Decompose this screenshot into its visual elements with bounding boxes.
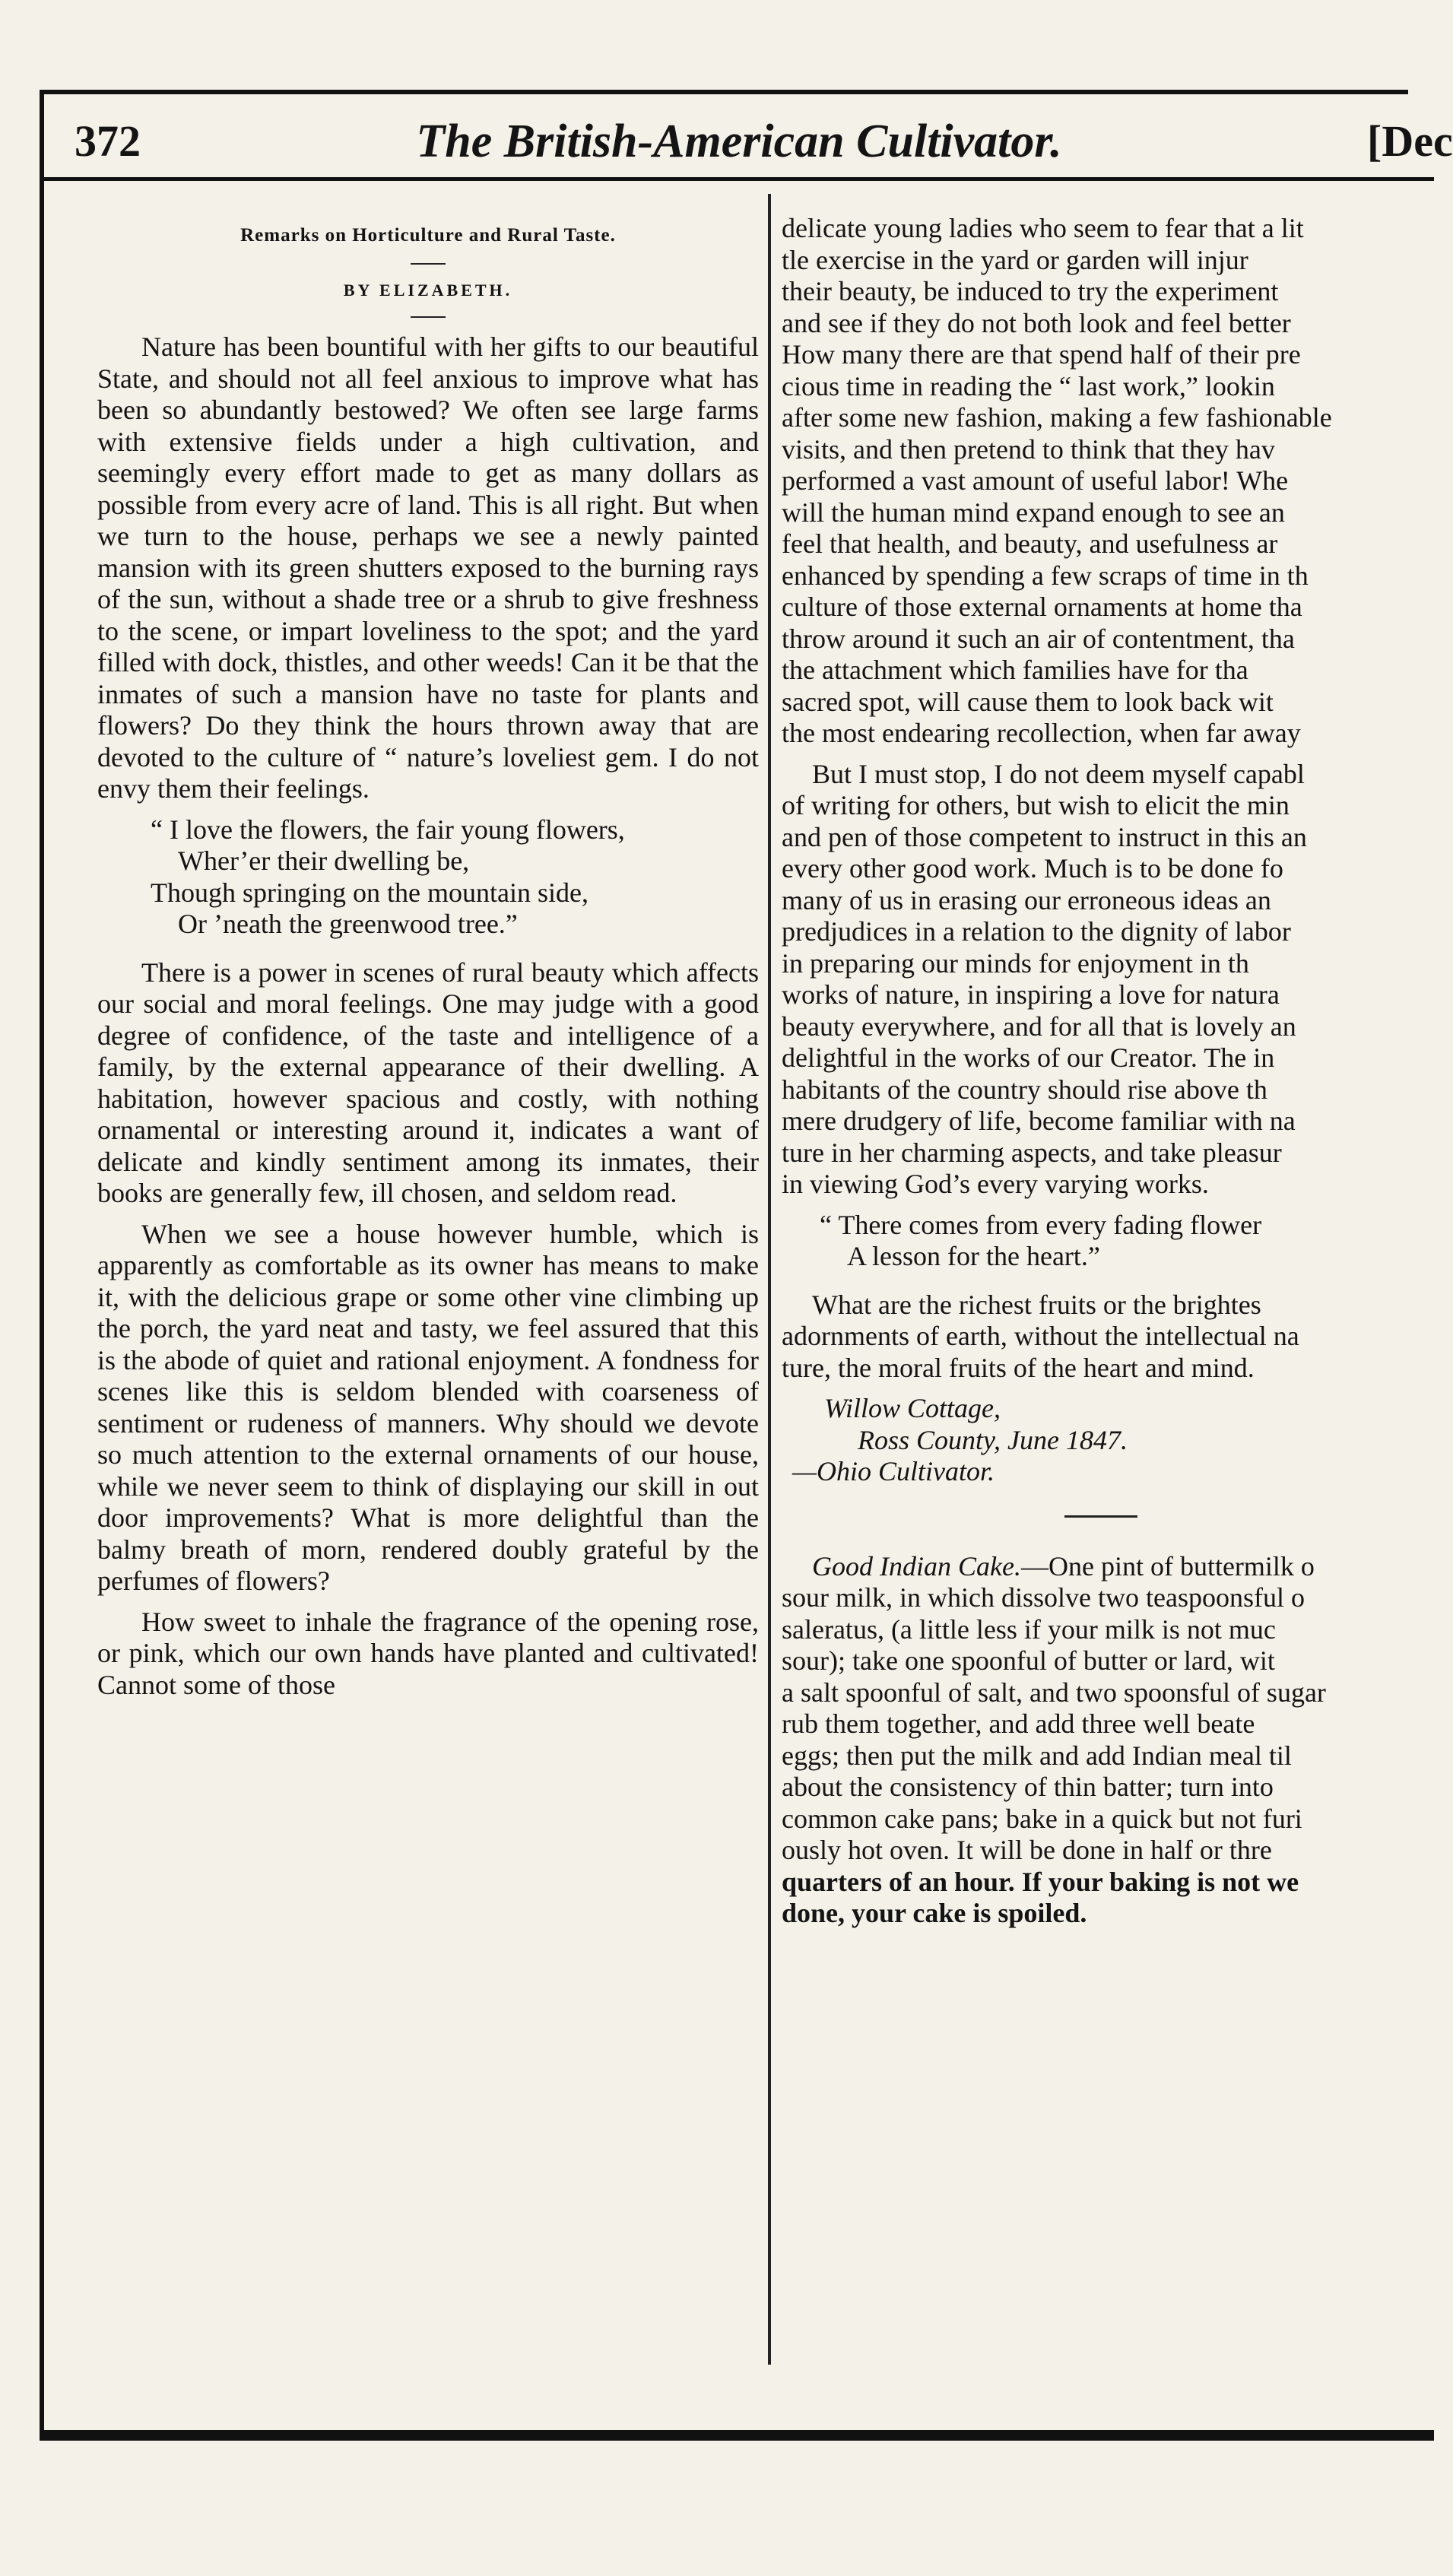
page-number: 372 (75, 116, 141, 166)
paragraph: There is a power in scenes of rural beauty which affects our social and moral feelings. One may judge with a good degree of confidence, of the taste and intelligence of a family, by the external appearance of their dwelling. A habitation, however spacious and costly, with nothing ornamental or interesting around it, indicates a want of delicate and kindly sentiment among its inmates, their books are generally few, ill chosen, and seldom read. (97, 956, 759, 1208)
text-line: many of us in erasing our erroneous ideas an (782, 884, 1271, 915)
text-line: culture of those external ornaments at home tha (782, 592, 1302, 622)
text-line: in viewing God’s every varying works. (782, 1169, 1209, 1199)
text-line: predjudices in a relation to the dignity of labor (782, 916, 1291, 947)
text-line: quarters of an hour. If your baking is not we (782, 1866, 1299, 1897)
text-line: in preparing our minds for enjoyment in th (782, 947, 1249, 979)
text-line: performed a vast amount of useful labor! Whe (782, 465, 1289, 496)
text-line: tle exercise in the yard or garden will injur (782, 244, 1248, 275)
header-rule (44, 177, 1434, 181)
paragraph: How sweet to inhale the fragrance of the opening rose, or pink, which our own hands have planted and cultivated! Cannot some of those (97, 1606, 759, 1700)
left-column (97, 213, 759, 1710)
byline-rule (411, 316, 446, 318)
text-line: the attachment which families have for tha (782, 655, 1248, 685)
poem-line: Though springing on the mountain side, (151, 877, 588, 908)
text-line: What are the richest fruits or the brightes (812, 1289, 1261, 1320)
text-line: the most endearing recollection, when far away (782, 718, 1301, 748)
text-line: after some new fashion, making a few fashionable (782, 402, 1332, 433)
text-line: sacred spot, will cause them to look back wit (782, 686, 1274, 717)
text-line: visits, and then pretend to think that they hav (782, 433, 1275, 465)
section-rule (1064, 1515, 1137, 1518)
signature-source: —Ohio Cultivator. (792, 1456, 995, 1486)
text-line (782, 1551, 1420, 1583)
text-line: every other good work. Much is to be done fo (782, 853, 1283, 884)
recipe-text: —One pint of buttermilk o (1020, 1550, 1315, 1581)
poem-line: A lesson for the heart.” (847, 1241, 1100, 1271)
text-line: and see if they do not both look and feel better (782, 307, 1291, 338)
text-line: about the consistency of thin batter; turn into (782, 1772, 1274, 1802)
text-line: common cake pans; bake in a quick but not furi (782, 1803, 1302, 1834)
text-line: mere drudgery of life, become familiar with na (782, 1106, 1296, 1136)
paragraph: Nature has been bountiful with her gifts to our beautiful State, and should not all feel anxious to improve what has been so abundantly bestowed? We often see large farms with extensive fields under a high cultivation, and seemingly every effort made to get as many dollars as possible from every acre of land. This is all right. But when we turn to the house, perhaps we see a newly painted mansion with its green shutters exposed to the burning rays of the sun, without a shade tree or a shrub to give freshness to the scene, or impart loveliness to the spot; and the yard filled with dock, thistles, and other weeds! Can it be that the inmates of such a mansion have no taste for plants and flowers? Do they think the hours thrown away that are devoted to the culture of “ nature’s loveliest gem. I do not envy them their feelings. (97, 332, 759, 804)
poem-quote (151, 814, 759, 941)
text-line: How many there are that spend half of their pre (782, 339, 1301, 370)
page-header (44, 103, 1453, 194)
text-line: habitants of the country should rise above th (782, 1074, 1267, 1105)
recipe-title: Good Indian Cake. (812, 1550, 1021, 1581)
text-line: ture, the moral fruits of the heart and mind. (782, 1352, 1255, 1383)
poem-line: Or ’neath the greenwood tree.” (178, 909, 518, 939)
text-line: But I must stop, I do not deem myself capabl (812, 758, 1305, 789)
text-line: a salt spoonful of salt, and two spoonsful of sugar (782, 1677, 1326, 1708)
article-byline: BY ELIZABETH. (343, 281, 513, 300)
right-column (782, 213, 1420, 1930)
text-line: of writing for others, but wish to elicit the min (782, 790, 1290, 820)
poem-line: Wher’er their dwelling be, (178, 845, 470, 876)
text-line: beauty everywhere, and for all that is lovely an (782, 1010, 1296, 1042)
paragraph: When we see a house however humble, which is apparently as comfortable as its owner has means to make it, with the delicious grape or some other vine climbing up the porch, the yard neat and tasty, we feel assured that this is the abode of quiet and rational enjoyment. A fondness for scenes like this is seldom blended with coarseness of sentiment or rudeness of manners. Why should we devote so much attention to the external ornaments of our house, while we never seem to think of displaying our skill in out door improvements? What is more delightful than the balmy breath of morn, rendered doubly grateful by the perfumes of flowers? (97, 1218, 759, 1596)
text-line: enhanced by spending a few scraps of time in th (782, 560, 1309, 591)
text-line: feel that health, and beauty, and usefulness ar (782, 528, 1278, 559)
text-line: cious time in reading the “ last work,” lookin (782, 370, 1275, 401)
poem-line: “ There comes from every fading flower (820, 1209, 1262, 1240)
frame-bottom-rule (40, 2430, 1434, 2441)
text-line: sour milk, in which dissolve two teaspoonsful o (782, 1582, 1305, 1613)
signature-date: Ross County, June 1847. (858, 1424, 1128, 1455)
text-line: delightful in the works of our Creator. The in (782, 1042, 1275, 1073)
recipe (782, 1551, 1420, 1930)
text-line: saleratus, (a little less if your milk is not muc (782, 1613, 1276, 1645)
title-rule (411, 263, 446, 265)
text-line: their beauty, be induced to try the experiment (782, 276, 1279, 306)
text-line: rub them together, and add three well beate (782, 1708, 1255, 1739)
paragraph (782, 1290, 1420, 1385)
article-title: Remarks on Horticulture and Rural Taste. (240, 225, 616, 246)
text-line: ture in her charming aspects, and take pleasur (782, 1137, 1282, 1168)
text-line: will the human mind expand enough to see an (782, 496, 1285, 528)
header-month: [Dec (1367, 116, 1453, 166)
text-line: adornments of earth, without the intellectual na (782, 1321, 1299, 1351)
signature-place: Willow Cottage, (824, 1393, 1001, 1423)
poem-line: “ I love the flowers, the fair young flowers, (151, 814, 625, 845)
text-line: ously hot oven. It will be done in half or thre (782, 1835, 1272, 1865)
text-line: and pen of those competent to instruct in this an (782, 821, 1307, 852)
text-line: sour); take one spoonful of butter or lard, wit (782, 1645, 1275, 1676)
paragraph (782, 213, 1420, 750)
running-title: The British-American Cultivator. (416, 116, 1062, 167)
text-line: done, your cake is spoiled. (782, 1898, 1087, 1928)
text-line: eggs; then put the milk and add Indian meal til (782, 1740, 1292, 1771)
paragraph (782, 759, 1420, 1201)
text-line: delicate young ladies who seem to fear that a lit (782, 213, 1304, 243)
text-line: works of nature, in inspiring a love for natura (782, 979, 1280, 1010)
text-line: throw around it such an air of contentment, tha (782, 623, 1295, 654)
poem-quote (820, 1210, 1420, 1273)
column-divider (768, 194, 771, 2365)
